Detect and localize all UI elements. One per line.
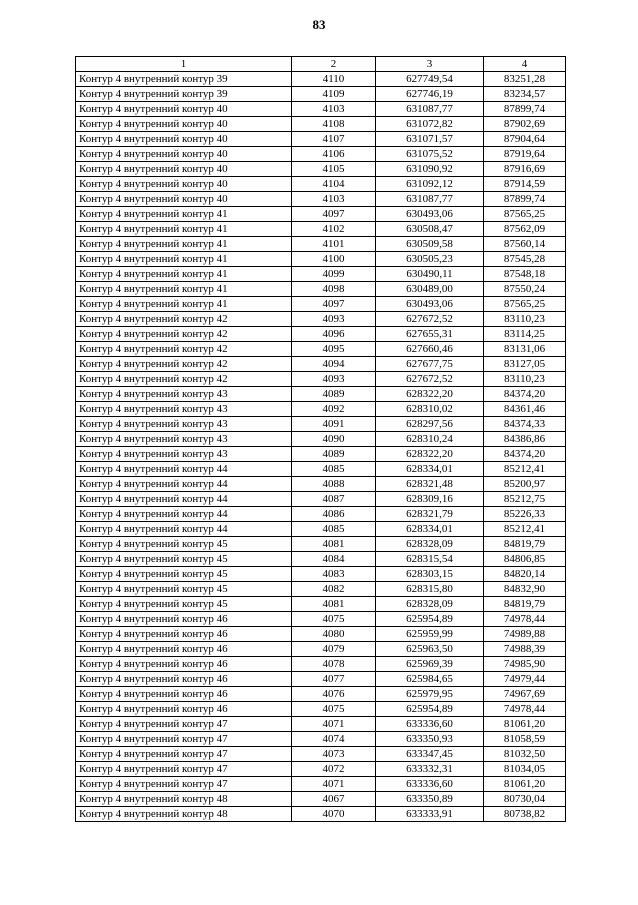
- table-row: [76, 792, 566, 807]
- y-coordinate-cell: 87919,64: [484, 147, 566, 162]
- contour-name-cell: Контур 4 внутренний контур 41: [76, 222, 292, 237]
- y-coordinate-cell: 84806,85: [484, 552, 566, 567]
- y-coordinate-cell: 87548,18: [484, 267, 566, 282]
- y-coordinate-cell: 87562,09: [484, 222, 566, 237]
- table-row: [76, 312, 566, 327]
- table-row: [76, 342, 566, 357]
- y-coordinate-cell: 87565,25: [484, 207, 566, 222]
- point-number-cell: 4102: [292, 222, 376, 237]
- contour-name-cell: Контур 4 внутренний контур 48: [76, 807, 292, 822]
- contour-name-cell: Контур 4 внутренний контур 42: [76, 342, 292, 357]
- table-row: [76, 552, 566, 567]
- point-number-cell: 4080: [292, 627, 376, 642]
- y-coordinate-cell: 87916,69: [484, 162, 566, 177]
- table-row: [76, 807, 566, 822]
- x-coordinate-cell: 628315,54: [376, 552, 484, 567]
- x-coordinate-cell: 631072,82: [376, 117, 484, 132]
- point-number-cell: 4071: [292, 717, 376, 732]
- table-row: [76, 147, 566, 162]
- point-number-cell: 4084: [292, 552, 376, 567]
- y-coordinate-cell: 87560,14: [484, 237, 566, 252]
- point-number-cell: 4092: [292, 402, 376, 417]
- contour-name-cell: Контур 4 внутренний контур 41: [76, 237, 292, 252]
- contour-name-cell: Контур 4 внутренний контур 45: [76, 567, 292, 582]
- point-number-cell: 4075: [292, 702, 376, 717]
- contour-name-cell: Контур 4 внутренний контур 44: [76, 477, 292, 492]
- contour-name-cell: Контур 4 внутренний контур 46: [76, 657, 292, 672]
- table-row: [76, 657, 566, 672]
- point-number-cell: 4071: [292, 777, 376, 792]
- x-coordinate-cell: 628321,79: [376, 507, 484, 522]
- point-number-cell: 4072: [292, 762, 376, 777]
- x-coordinate-cell: 633336,60: [376, 777, 484, 792]
- point-number-cell: 4101: [292, 237, 376, 252]
- table-row: [76, 432, 566, 447]
- contour-name-cell: Контур 4 внутренний контур 42: [76, 327, 292, 342]
- point-number-cell: 4078: [292, 657, 376, 672]
- y-coordinate-cell: 84374,20: [484, 387, 566, 402]
- point-number-cell: 4097: [292, 297, 376, 312]
- point-number-cell: 4085: [292, 462, 376, 477]
- x-coordinate-cell: 628303,15: [376, 567, 484, 582]
- y-coordinate-cell: 87904,64: [484, 132, 566, 147]
- point-number-cell: 4104: [292, 177, 376, 192]
- y-coordinate-cell: 84819,79: [484, 537, 566, 552]
- column-header-2: 2: [292, 57, 376, 72]
- x-coordinate-cell: 633350,89: [376, 792, 484, 807]
- point-number-cell: 4082: [292, 582, 376, 597]
- y-coordinate-cell: 84361,46: [484, 402, 566, 417]
- table-row: [76, 702, 566, 717]
- table-row: [76, 687, 566, 702]
- table-row: [76, 612, 566, 627]
- point-number-cell: 4089: [292, 447, 376, 462]
- x-coordinate-cell: 628322,20: [376, 447, 484, 462]
- contour-name-cell: Контур 4 внутренний контур 44: [76, 462, 292, 477]
- x-coordinate-cell: 630508,47: [376, 222, 484, 237]
- table-row: [76, 387, 566, 402]
- table-row: [76, 567, 566, 582]
- contour-name-cell: Контур 4 внутренний контур 41: [76, 297, 292, 312]
- contour-name-cell: Контур 4 внутренний контур 43: [76, 447, 292, 462]
- y-coordinate-cell: 83127,05: [484, 357, 566, 372]
- y-coordinate-cell: 81034,05: [484, 762, 566, 777]
- column-header-4: 4: [484, 57, 566, 72]
- table-row: [76, 267, 566, 282]
- x-coordinate-cell: 625954,89: [376, 702, 484, 717]
- x-coordinate-cell: 628334,01: [376, 522, 484, 537]
- x-coordinate-cell: 630493,06: [376, 297, 484, 312]
- table-row: [76, 582, 566, 597]
- y-coordinate-cell: 84374,20: [484, 447, 566, 462]
- x-coordinate-cell: 630509,58: [376, 237, 484, 252]
- contour-name-cell: Контур 4 внутренний контур 42: [76, 357, 292, 372]
- y-coordinate-cell: 87550,24: [484, 282, 566, 297]
- contour-name-cell: Контур 4 внутренний контур 40: [76, 102, 292, 117]
- contour-name-cell: Контур 4 внутренний контур 46: [76, 702, 292, 717]
- table-row: [76, 537, 566, 552]
- table-row: [76, 642, 566, 657]
- y-coordinate-cell: 83110,23: [484, 312, 566, 327]
- y-coordinate-cell: 85226,33: [484, 507, 566, 522]
- table-row: [76, 492, 566, 507]
- x-coordinate-cell: 628310,24: [376, 432, 484, 447]
- x-coordinate-cell: 631090,92: [376, 162, 484, 177]
- contour-name-cell: Контур 4 внутренний контур 46: [76, 672, 292, 687]
- contour-name-cell: Контур 4 внутренний контур 41: [76, 207, 292, 222]
- x-coordinate-cell: 631075,52: [376, 147, 484, 162]
- x-coordinate-cell: 630505,23: [376, 252, 484, 267]
- x-coordinate-cell: 631092,12: [376, 177, 484, 192]
- point-number-cell: 4076: [292, 687, 376, 702]
- contour-name-cell: Контур 4 внутренний контур 45: [76, 582, 292, 597]
- table-row: [76, 402, 566, 417]
- y-coordinate-cell: 87899,74: [484, 192, 566, 207]
- contour-name-cell: Контур 4 внутренний контур 40: [76, 192, 292, 207]
- point-number-cell: 4091: [292, 417, 376, 432]
- x-coordinate-cell: 633336,60: [376, 717, 484, 732]
- contour-name-cell: Контур 4 внутренний контур 44: [76, 522, 292, 537]
- table-row: [76, 237, 566, 252]
- contour-name-cell: Контур 4 внутренний контур 45: [76, 552, 292, 567]
- x-coordinate-cell: 631087,77: [376, 102, 484, 117]
- y-coordinate-cell: 87899,74: [484, 102, 566, 117]
- x-coordinate-cell: 627749,54: [376, 72, 484, 87]
- contour-name-cell: Контур 4 внутренний контур 43: [76, 402, 292, 417]
- contour-name-cell: Контур 4 внутренний контур 47: [76, 762, 292, 777]
- x-coordinate-cell: 625959,99: [376, 627, 484, 642]
- coordinates-table: [75, 56, 566, 822]
- contour-name-cell: Контур 4 внутренний контур 47: [76, 747, 292, 762]
- table-row: [76, 297, 566, 312]
- y-coordinate-cell: 87565,25: [484, 297, 566, 312]
- point-number-cell: 4109: [292, 87, 376, 102]
- point-number-cell: 4100: [292, 252, 376, 267]
- x-coordinate-cell: 628309,16: [376, 492, 484, 507]
- x-coordinate-cell: 633347,45: [376, 747, 484, 762]
- y-coordinate-cell: 83234,57: [484, 87, 566, 102]
- x-coordinate-cell: 633333,91: [376, 807, 484, 822]
- x-coordinate-cell: 627660,46: [376, 342, 484, 357]
- table-row: [76, 177, 566, 192]
- column-header-1: 1: [76, 57, 292, 72]
- x-coordinate-cell: 625984,65: [376, 672, 484, 687]
- point-number-cell: 4103: [292, 192, 376, 207]
- point-number-cell: 4079: [292, 642, 376, 657]
- table-row: [76, 777, 566, 792]
- point-number-cell: 4067: [292, 792, 376, 807]
- contour-name-cell: Контур 4 внутренний контур 42: [76, 312, 292, 327]
- table-row: [76, 747, 566, 762]
- y-coordinate-cell: 85212,75: [484, 492, 566, 507]
- y-coordinate-cell: 87914,59: [484, 177, 566, 192]
- x-coordinate-cell: 628315,80: [376, 582, 484, 597]
- point-number-cell: 4077: [292, 672, 376, 687]
- x-coordinate-cell: 628321,48: [376, 477, 484, 492]
- x-coordinate-cell: 628328,09: [376, 537, 484, 552]
- y-coordinate-cell: 81061,20: [484, 717, 566, 732]
- table-row: [76, 132, 566, 147]
- table-row: [76, 462, 566, 477]
- y-coordinate-cell: 84832,90: [484, 582, 566, 597]
- y-coordinate-cell: 84374,33: [484, 417, 566, 432]
- x-coordinate-cell: 627672,52: [376, 312, 484, 327]
- y-coordinate-cell: 83131,06: [484, 342, 566, 357]
- y-coordinate-cell: 74989,88: [484, 627, 566, 642]
- x-coordinate-cell: 627672,52: [376, 372, 484, 387]
- y-coordinate-cell: 84820,14: [484, 567, 566, 582]
- x-coordinate-cell: 625969,39: [376, 657, 484, 672]
- x-coordinate-cell: 628328,09: [376, 597, 484, 612]
- x-coordinate-cell: 630493,06: [376, 207, 484, 222]
- y-coordinate-cell: 84819,79: [484, 597, 566, 612]
- contour-name-cell: Контур 4 внутренний контур 46: [76, 627, 292, 642]
- y-coordinate-cell: 80738,82: [484, 807, 566, 822]
- contour-name-cell: Контур 4 внутренний контур 43: [76, 387, 292, 402]
- x-coordinate-cell: 627655,31: [376, 327, 484, 342]
- contour-name-cell: Контур 4 внутренний контур 45: [76, 597, 292, 612]
- table-row: [76, 732, 566, 747]
- x-coordinate-cell: 628334,01: [376, 462, 484, 477]
- y-coordinate-cell: 85212,41: [484, 462, 566, 477]
- contour-name-cell: Контур 4 внутренний контур 43: [76, 417, 292, 432]
- page-number: 83: [312, 17, 326, 32]
- point-number-cell: 4083: [292, 567, 376, 582]
- contour-name-cell: Контур 4 внутренний контур 46: [76, 687, 292, 702]
- table-row: [76, 162, 566, 177]
- x-coordinate-cell: 630489,00: [376, 282, 484, 297]
- y-coordinate-cell: 87545,28: [484, 252, 566, 267]
- y-coordinate-cell: 74988,39: [484, 642, 566, 657]
- x-coordinate-cell: 627677,75: [376, 357, 484, 372]
- contour-name-cell: Контур 4 внутренний контур 44: [76, 507, 292, 522]
- point-number-cell: 4073: [292, 747, 376, 762]
- contour-name-cell: Контур 4 внутренний контур 41: [76, 252, 292, 267]
- point-number-cell: 4108: [292, 117, 376, 132]
- x-coordinate-cell: 627746,19: [376, 87, 484, 102]
- contour-name-cell: Контур 4 внутренний контур 41: [76, 267, 292, 282]
- y-coordinate-cell: 81032,50: [484, 747, 566, 762]
- column-header-3: 3: [376, 57, 484, 72]
- y-coordinate-cell: 83110,23: [484, 372, 566, 387]
- y-coordinate-cell: 74967,69: [484, 687, 566, 702]
- y-coordinate-cell: 74978,44: [484, 702, 566, 717]
- y-coordinate-cell: 81058,59: [484, 732, 566, 747]
- contour-name-cell: Контур 4 внутренний контур 40: [76, 117, 292, 132]
- table-body: [76, 72, 566, 822]
- point-number-cell: 4070: [292, 807, 376, 822]
- table-header-row: [76, 57, 566, 72]
- y-coordinate-cell: 85212,41: [484, 522, 566, 537]
- table-row: [76, 117, 566, 132]
- contour-name-cell: Контур 4 внутренний контур 48: [76, 792, 292, 807]
- contour-name-cell: Контур 4 внутренний контур 47: [76, 732, 292, 747]
- table-row: [76, 762, 566, 777]
- point-number-cell: 4107: [292, 132, 376, 147]
- table-row: [76, 447, 566, 462]
- point-number-cell: 4103: [292, 102, 376, 117]
- contour-name-cell: Контур 4 внутренний контур 39: [76, 72, 292, 87]
- y-coordinate-cell: 81061,20: [484, 777, 566, 792]
- point-number-cell: 4090: [292, 432, 376, 447]
- point-number-cell: 4081: [292, 597, 376, 612]
- point-number-cell: 4086: [292, 507, 376, 522]
- contour-name-cell: Контур 4 внутренний контур 44: [76, 492, 292, 507]
- contour-name-cell: Контур 4 внутренний контур 39: [76, 87, 292, 102]
- point-number-cell: 4075: [292, 612, 376, 627]
- y-coordinate-cell: 84386,86: [484, 432, 566, 447]
- table-row: [76, 477, 566, 492]
- x-coordinate-cell: 631087,77: [376, 192, 484, 207]
- x-coordinate-cell: 628297,56: [376, 417, 484, 432]
- table-row: [76, 72, 566, 87]
- x-coordinate-cell: 633332,31: [376, 762, 484, 777]
- point-number-cell: 4099: [292, 267, 376, 282]
- table-row: [76, 222, 566, 237]
- table-row: [76, 522, 566, 537]
- x-coordinate-cell: 625963,50: [376, 642, 484, 657]
- table-row: [76, 597, 566, 612]
- table-row: [76, 417, 566, 432]
- y-coordinate-cell: 87902,69: [484, 117, 566, 132]
- table-row: [76, 87, 566, 102]
- y-coordinate-cell: 74978,44: [484, 612, 566, 627]
- table-row: [76, 357, 566, 372]
- point-number-cell: 4093: [292, 312, 376, 327]
- contour-name-cell: Контур 4 внутренний контур 47: [76, 777, 292, 792]
- point-number-cell: 4081: [292, 537, 376, 552]
- y-coordinate-cell: 74985,90: [484, 657, 566, 672]
- table-row: [76, 192, 566, 207]
- y-coordinate-cell: 85200,97: [484, 477, 566, 492]
- table-row: [76, 327, 566, 342]
- table-row: [76, 102, 566, 117]
- point-number-cell: 4096: [292, 327, 376, 342]
- point-number-cell: 4105: [292, 162, 376, 177]
- y-coordinate-cell: 83251,28: [484, 72, 566, 87]
- point-number-cell: 4074: [292, 732, 376, 747]
- contour-name-cell: Контур 4 внутренний контур 43: [76, 432, 292, 447]
- contour-name-cell: Контур 4 внутренний контур 46: [76, 642, 292, 657]
- point-number-cell: 4110: [292, 72, 376, 87]
- point-number-cell: 4106: [292, 147, 376, 162]
- point-number-cell: 4095: [292, 342, 376, 357]
- x-coordinate-cell: 625954,89: [376, 612, 484, 627]
- x-coordinate-cell: 633350,93: [376, 732, 484, 747]
- table-row: [76, 252, 566, 267]
- point-number-cell: 4098: [292, 282, 376, 297]
- contour-name-cell: Контур 4 внутренний контур 42: [76, 372, 292, 387]
- y-coordinate-cell: 74979,44: [484, 672, 566, 687]
- table-row: [76, 372, 566, 387]
- point-number-cell: 4093: [292, 372, 376, 387]
- contour-name-cell: Контур 4 внутренний контур 40: [76, 147, 292, 162]
- x-coordinate-cell: 625979,95: [376, 687, 484, 702]
- contour-name-cell: Контур 4 внутренний контур 41: [76, 282, 292, 297]
- x-coordinate-cell: 631071,57: [376, 132, 484, 147]
- table-row: [76, 717, 566, 732]
- contour-name-cell: Контур 4 внутренний контур 40: [76, 162, 292, 177]
- contour-name-cell: Контур 4 внутренний контур 46: [76, 612, 292, 627]
- contour-name-cell: Контур 4 внутренний контур 40: [76, 132, 292, 147]
- table-row: [76, 672, 566, 687]
- point-number-cell: 4085: [292, 522, 376, 537]
- contour-name-cell: Контур 4 внутренний контур 45: [76, 537, 292, 552]
- point-number-cell: 4087: [292, 492, 376, 507]
- point-number-cell: 4094: [292, 357, 376, 372]
- table-row: [76, 207, 566, 222]
- y-coordinate-cell: 83114,25: [484, 327, 566, 342]
- table-row: [76, 627, 566, 642]
- x-coordinate-cell: 628310,02: [376, 402, 484, 417]
- x-coordinate-cell: 630490,11: [376, 267, 484, 282]
- table-row: [76, 507, 566, 522]
- table-row: [76, 282, 566, 297]
- y-coordinate-cell: 80730,04: [484, 792, 566, 807]
- contour-name-cell: Контур 4 внутренний контур 40: [76, 177, 292, 192]
- x-coordinate-cell: 628322,20: [376, 387, 484, 402]
- point-number-cell: 4089: [292, 387, 376, 402]
- contour-name-cell: Контур 4 внутренний контур 47: [76, 717, 292, 732]
- point-number-cell: 4088: [292, 477, 376, 492]
- point-number-cell: 4097: [292, 207, 376, 222]
